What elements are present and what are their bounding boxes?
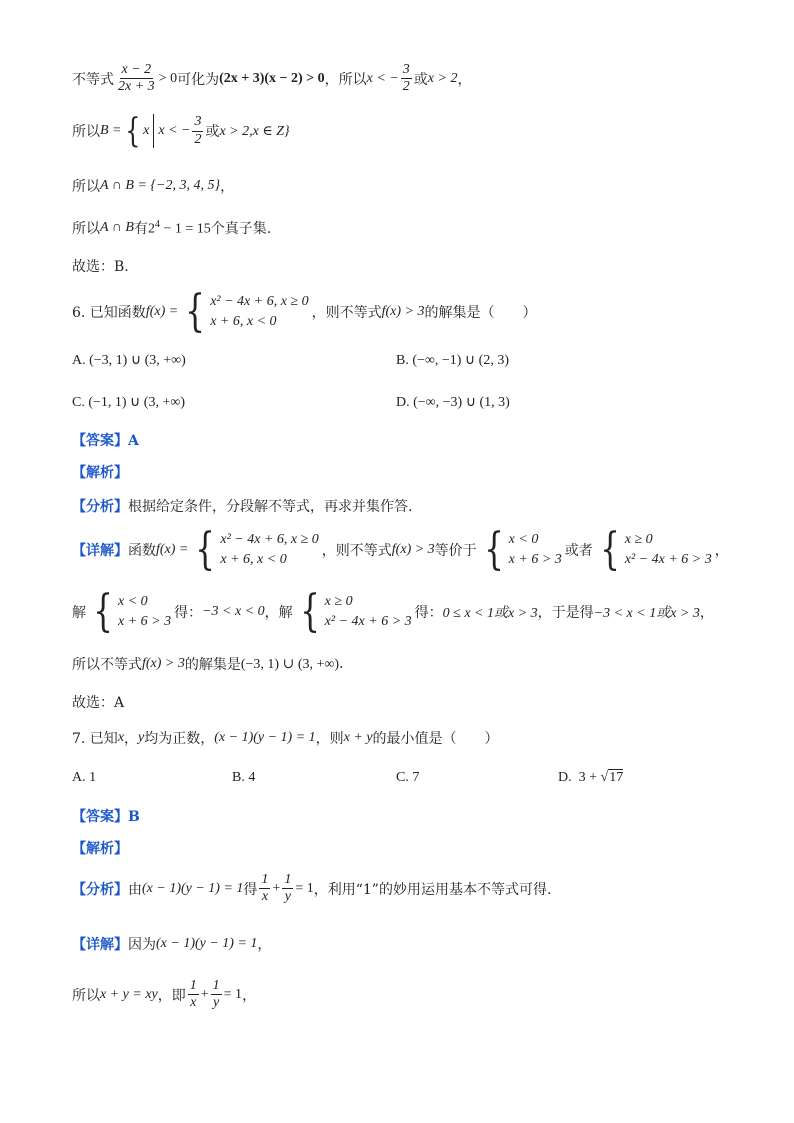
text: 得 [243,881,258,898]
fraction: $\frac{x - 2}{2x + 3}$ [118,62,155,95]
math: −3 < x < 0 [202,604,265,619]
text: 所以 [72,179,100,195]
math: A ∩ B = {−2, 3, 4, 5} [100,178,221,193]
text: 得： [414,605,443,621]
analysis-label: 【分析】 [72,499,128,515]
math: f(x) > 3 [391,542,435,557]
solution-line-1 [72,62,471,95]
math: x > 2 [427,70,458,86]
analysis-summary [72,496,412,516]
piecewise-system: { x² − 4x + 6, x ≥ 0 x + 6, x < 0 [185,286,309,337]
text: ， [257,937,272,953]
fraction: $\frac{1}{x}$ [189,978,197,1011]
math: (−3, 1) ∪ (3, +∞) [240,656,340,672]
math: y [138,730,145,745]
piecewise-system: { x² − 4x + 6, x ≥ 0 x + 6, x < 0 [195,524,319,575]
inequality-system: { x ≥ 0 x² − 4x + 6 > 3 [299,586,412,637]
math: + [200,986,209,1002]
text: ，即 [157,987,186,1004]
brace: { [124,111,140,151]
text: 不等式 [72,71,114,88]
solution-line-2 [72,111,290,151]
text: ，利用“1”的妙用运用基本不等式可得. [313,881,552,898]
text: ，则 [315,731,344,747]
math: x > 2,x ∈ Z} [219,123,290,139]
option-c: C. 7 [396,770,420,785]
solution-line-4 [72,218,271,238]
option-b: B. (−∞, −1) ∪ (2, 3) [396,353,510,368]
text: 的最小值是（ ） [372,731,499,747]
option-a: A. (−3, 1) ∪ (3, +∞) [72,353,186,368]
text: 所以 [72,124,100,140]
detail-line-2 [72,978,256,1011]
answer-heading: 【答案】A [72,433,139,449]
text: 故选：B. [72,259,129,275]
math: f(x) = [156,542,189,557]
text: 等价于 [434,543,477,559]
text: 的解集是 [184,657,241,673]
text: ，则不等式 [321,543,392,559]
text: 7. 已知 [72,731,118,747]
analysis-heading: 【解析】 [72,465,128,481]
math: 0 ≤ x < 1或x > 3 [442,606,538,621]
text: 由 [128,881,142,898]
option-b: B. 4 [232,770,256,785]
math: (2x + 3)(x − 2) > 0 [219,70,325,86]
math: = 1 [295,880,314,896]
math: > 0 [158,70,178,86]
math: B = [100,123,122,138]
text: 所以 [72,987,100,1004]
text: 故选：A [72,695,125,711]
math: A ∩ B [100,220,134,235]
text: 或 [205,124,220,140]
text: ， [457,71,472,88]
math: f(x) > 3 [381,304,425,319]
text: ， [242,987,257,1004]
option-d: D. (−∞, −3) ∪ (1, 3) [396,395,510,410]
math: x [143,123,150,138]
answer-heading: 【答案】B [72,809,140,825]
question-6-stem [72,286,537,337]
detail-line-2 [72,586,714,637]
text: ，于是得 [537,605,594,621]
inequality-system: { x < 0 x + 6 > 3 [483,524,562,575]
set-divider [153,114,154,148]
detail-line-1 [72,934,271,954]
text: . [339,656,344,672]
text: 所以不等式 [72,657,142,673]
question-7-stem [72,728,499,748]
math: (x − 1)(y − 1) = 1 [142,880,244,896]
text: 可化为 [177,71,220,88]
math: f(x) = [145,304,179,319]
fraction: $\frac{3}{2}$ [402,62,410,95]
detail-label: 【详解】 [72,937,128,953]
text: ， [699,605,714,621]
text: ，所以 [324,71,367,88]
math: (x − 1)(y − 1) = 1 [156,936,258,951]
math: + [272,880,281,896]
math: x + y [343,730,373,745]
text: ， [220,179,235,195]
inequality-system: { x < 0 x + 6 > 3 [93,586,172,637]
fraction: $\frac{3}{2}$ [194,114,202,147]
text: ，解 [264,605,293,621]
text: 个真子集. [210,221,272,237]
option-d: D. 3 + √17 [558,770,624,785]
detail-label: 【详解】 [72,543,128,559]
analysis-heading: 【解析】 [72,841,128,857]
text: 的解集是（ ） [424,305,537,321]
text: 均为正数， [144,731,215,747]
option-a: A. 1 [72,770,97,785]
analysis-label: 【分析】 [72,881,128,898]
math: = 1 [223,986,243,1002]
math: −3 < x < 1或x > 3 [593,606,700,621]
solution-line-3 [72,176,234,196]
text: ， [124,731,139,747]
fraction: $\frac{1}{y}$ [212,978,220,1011]
text: 函数 [128,543,156,559]
conclusion-line [72,654,343,674]
math: f(x) > 3 [142,656,185,671]
text: 所以 [72,221,100,237]
inequality-system: { x ≥ 0 x² − 4x + 6 > 3 [599,524,712,575]
text: 有 [133,221,148,237]
solution-line-5 [72,256,129,276]
text: 得： [174,605,203,621]
fraction: $\frac{1}{y}$ [284,872,292,905]
text: ，则不等式 [311,305,382,321]
analysis-summary [72,872,551,905]
math: x < − [158,123,191,138]
math: x [117,730,125,745]
text: 或 [413,71,428,88]
text: 解 [72,605,86,621]
text: 因为 [128,937,156,953]
fraction: $\frac{1}{x}$ [261,872,269,905]
math: $2^4 - 1 = 15$ [147,218,211,237]
math: x < − [366,70,399,86]
math: x + y = xy [100,986,158,1002]
selection-line [72,692,124,712]
option-c: C. (−1, 1) ∪ (3, +∞) [72,395,186,410]
text: 或者 [564,543,593,559]
text: 6. 已知函数 [72,305,146,321]
text: 根据给定条件，分段解不等式，再求并集作答. [128,499,413,515]
text: ， [714,543,729,559]
math: (x − 1)(y − 1) = 1 [214,730,316,745]
detail-line-1 [72,524,729,575]
